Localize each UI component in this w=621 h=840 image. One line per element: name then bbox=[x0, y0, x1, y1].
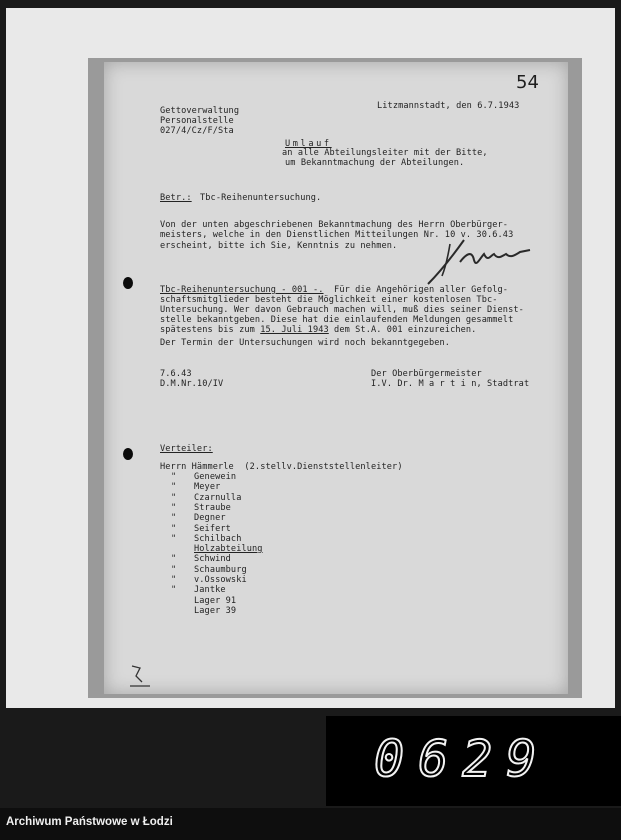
intro-line: meisters, welche in den Dienstlichen Mitteilungen Nr. 10 v. 30.6.43 bbox=[160, 230, 514, 240]
betr-label: Betr.: bbox=[160, 193, 192, 203]
intro-line: erscheint, bitte ich Sie, Kenntnis zu nehmen. bbox=[160, 241, 398, 251]
sign-name: I.V. Dr. M a r t i n, Stadtrat bbox=[371, 379, 530, 389]
intro-line: Von der unten abgeschriebenen Bekanntmachung des Herrn Oberbürger- bbox=[160, 220, 509, 230]
punch-hole-icon bbox=[123, 448, 133, 460]
handwritten-signature-icon bbox=[420, 232, 535, 292]
verteiler-ditto-mark: " bbox=[171, 492, 177, 503]
verteiler-ditto-mark: " bbox=[171, 472, 177, 482]
verteiler-first: Herrn Hämmerle (2.stellv.Dienststellenleiter) bbox=[160, 462, 403, 472]
verteiler-item: Lager 91 bbox=[194, 595, 237, 606]
verteiler-ditto-mark: " bbox=[171, 585, 177, 596]
notice-line-1 bbox=[160, 285, 508, 295]
deadline-line bbox=[160, 325, 476, 335]
pencil-mark-icon bbox=[128, 662, 152, 688]
deadline-post: dem St.A. 001 einzureichen. bbox=[328, 325, 477, 335]
verteiler-item: Straube bbox=[194, 502, 231, 513]
umlauf-line: an alle Abteilungsleiter mit der Bitte, bbox=[282, 148, 488, 158]
notice-line: schaftsmitglieder besteht die Möglichkeit einer kostenlosen Tbc- bbox=[160, 295, 498, 305]
verteiler-ditto-mark: " bbox=[171, 564, 177, 575]
ref-date: 7.6.43 bbox=[160, 369, 192, 379]
sign-title: Der Oberbürgermeister bbox=[371, 369, 482, 379]
notice-line1-rest: Für die Angehörigen aller Gefolg- bbox=[323, 285, 509, 295]
page-number: 54 bbox=[516, 72, 539, 93]
betr-text: Tbc-Reihenuntersuchung. bbox=[200, 193, 322, 203]
verteiler-ditto-mark: " bbox=[171, 513, 177, 524]
place-date: Litzmannstadt, den 6.7.1943 bbox=[377, 101, 520, 111]
notice-heading: Tbc-Reihenuntersuchung - 001 -. bbox=[160, 285, 324, 295]
verteiler-item: Schaumburg bbox=[194, 564, 247, 575]
punch-hole-icon bbox=[123, 277, 133, 289]
frame-counter bbox=[326, 716, 621, 806]
deadline-date: 15. Juli 1943 bbox=[260, 325, 329, 335]
verteiler-item: Holzabteilung bbox=[194, 544, 263, 555]
verteiler-item: Jantke bbox=[194, 585, 226, 596]
verteiler-item: Genewein bbox=[194, 472, 237, 482]
notice-line: stelle bekanntgeben. Diese hat die einlaufenden Meldungen gesammelt bbox=[160, 315, 514, 325]
header-dept: Personalstelle bbox=[160, 116, 234, 126]
verteiler-ditto-mark: " bbox=[171, 523, 177, 534]
verteiler-ditto-mark: " bbox=[171, 554, 177, 565]
verteiler-item: Seifert bbox=[194, 523, 231, 534]
ref-number: D.M.Nr.10/IV bbox=[160, 379, 224, 389]
verteiler-ditto-mark: " bbox=[171, 502, 177, 513]
verteiler-item: v.Ossowski bbox=[194, 575, 247, 585]
verteiler-item: Degner bbox=[194, 513, 226, 524]
verteiler-item: Meyer bbox=[194, 482, 221, 493]
umlauf-line: um Bekanntmachung der Abteilungen. bbox=[285, 158, 465, 168]
notice-line: Untersuchung. Wer davon Gebrauch machen will, muß dies seiner Dienst- bbox=[160, 305, 524, 315]
deadline-pre: spätestens bis zum bbox=[160, 325, 261, 335]
verteiler-ditto-mark: " bbox=[171, 533, 177, 544]
header-ref: 027/4/Cz/F/Sta bbox=[160, 126, 234, 136]
verteiler-item: Schwind bbox=[194, 554, 231, 565]
verteiler-item: Schilbach bbox=[194, 533, 242, 544]
verteiler-ditto-mark: " bbox=[171, 575, 177, 585]
header-org: Gettoverwaltung bbox=[160, 106, 240, 116]
verteiler-ditto-mark: " bbox=[171, 482, 177, 493]
umlauf-title: Umlauf bbox=[285, 139, 332, 149]
verteiler-label: Verteiler: bbox=[160, 444, 213, 454]
archive-label: Archiwum Państwowe w Łodzi bbox=[6, 816, 173, 828]
frame-counter-digits: 0629 bbox=[374, 730, 551, 788]
verteiler-item: Lager 39 bbox=[194, 605, 237, 616]
termin-line: Der Termin der Untersuchungen wird noch bekanntgegeben. bbox=[160, 338, 451, 348]
verteiler-item: Czarnulla bbox=[194, 492, 242, 503]
